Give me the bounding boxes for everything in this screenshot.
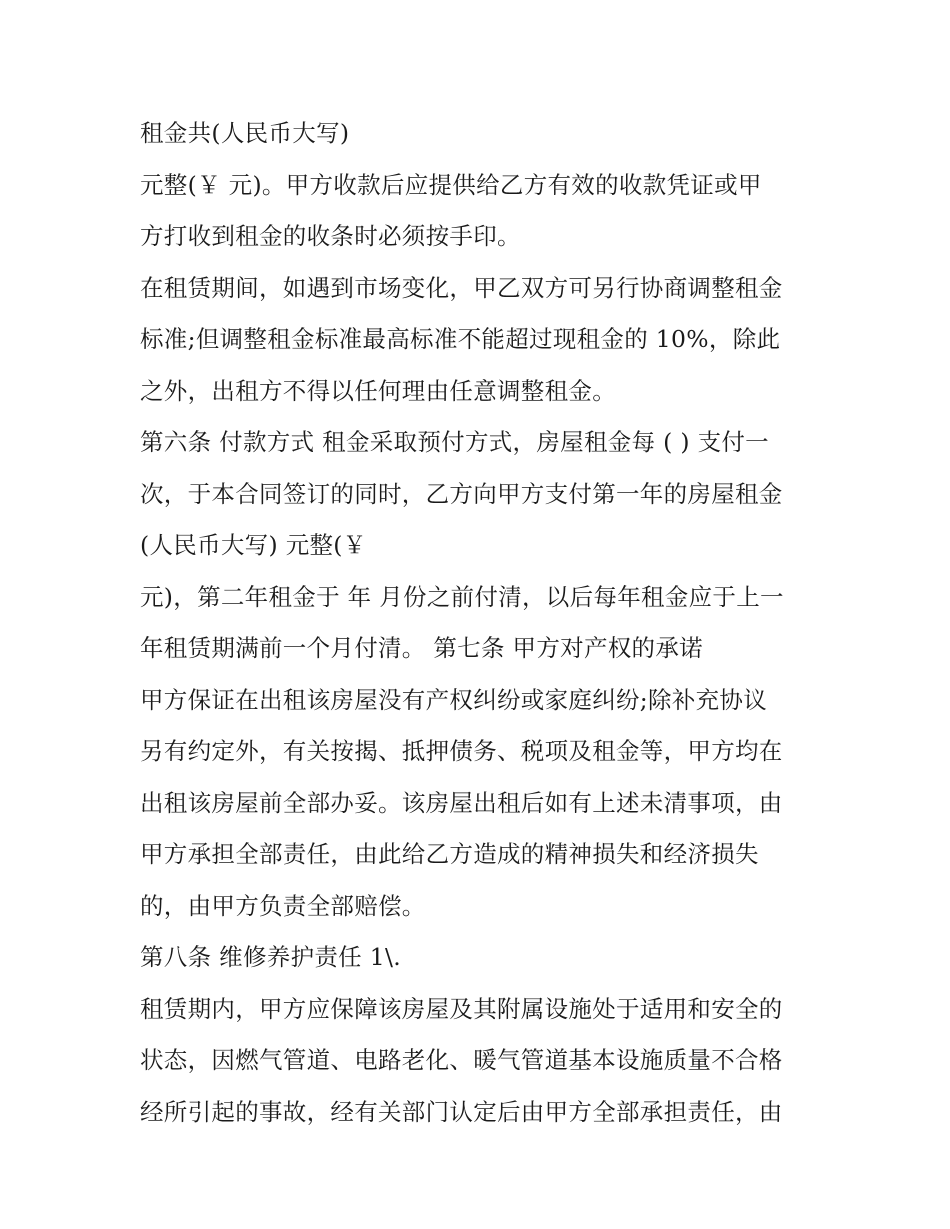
text-line: 元)，第二年租金于 年 月份之前付清，以后每年租金应于上一 — [140, 582, 784, 611]
text-line: 第八条 维修养护责任 1\. — [140, 943, 401, 971]
text-line: 租赁期内，甲方应保障该房屋及其附属设施处于适用和安全的 — [140, 994, 783, 1023]
text-line: 方打收到租金的收条时必须按手印。 — [140, 222, 521, 250]
text-line: 甲方承担全部责任，由此给乙方造成的精神损失和经济损失 — [140, 840, 759, 868]
text-line: 第六条 付款方式 租金采取预付方式，房屋租金每 ( ) 支付一 — [140, 428, 769, 456]
text-line: 在租赁期间，如遇到市场变化，甲乙双方可另行协商调整租金 — [140, 273, 783, 302]
text-line: 的，由甲方负责全部赔偿。 — [140, 891, 426, 920]
text-line: 年租赁期满前一个月付清。 第七条 甲方对产权的承诺 — [140, 634, 703, 662]
text-line: 元整(￥ 元)。甲方收款后应提供给乙方有效的收款凭证或甲 — [140, 170, 762, 199]
text-line: 出租该房屋前全部办妥。该房屋出租后如有上述未清事项，由 — [140, 788, 783, 817]
text-line: 经所引起的事故，经有关部门认定后由甲方全部承担责任，由 — [140, 1097, 783, 1126]
text-line: (人民币大写) 元整(￥ — [140, 531, 367, 559]
text-line: 次，于本合同签订的同时，乙方向甲方支付第一年的房屋租金 — [140, 479, 783, 508]
text-line: 租金共(人民币大写) — [140, 119, 350, 147]
text-line: 标准;但调整租金标准最高标准不能超过现租金的 10%，除此 — [140, 325, 781, 353]
text-line: 另有约定外，有关按揭、抵押债务、税项及租金等，甲方均在 — [140, 737, 783, 765]
text-line: 甲方保证在出租该房屋没有产权纠纷或家庭纠纷;除补充协议 — [140, 685, 768, 714]
document-body — [140, 108, 830, 1138]
text-line: 状态，因燃气管道、电路老化、暖气管道基本设施质量不合格 — [140, 1046, 783, 1074]
text-line: 之外，出租方不得以任何理由任意调整租金。 — [140, 376, 616, 405]
